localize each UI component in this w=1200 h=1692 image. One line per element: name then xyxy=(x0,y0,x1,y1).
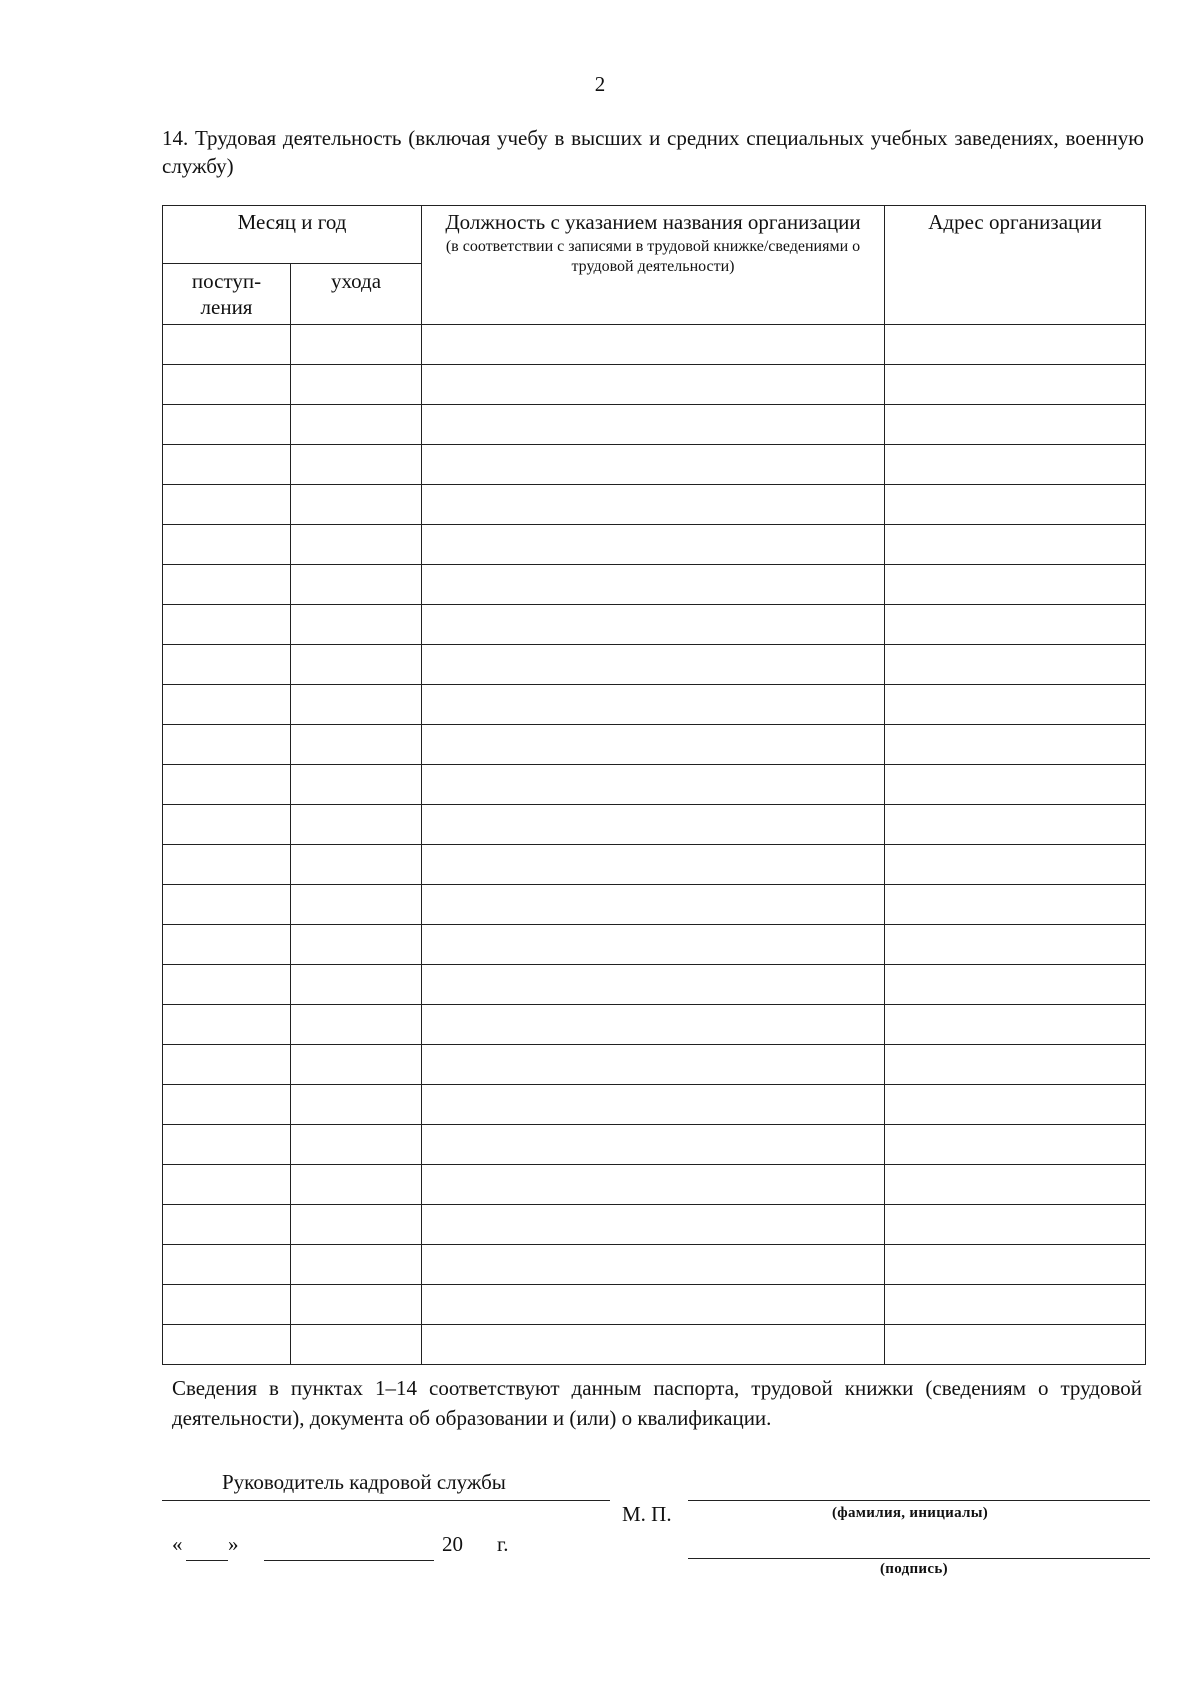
header-position-note: (в соответствии с записями в трудовой книжке/сведениями о трудовой деятельности) xyxy=(445,238,861,275)
exit-cell[interactable] xyxy=(291,765,422,805)
entry-cell[interactable] xyxy=(163,685,291,725)
entry-cell[interactable] xyxy=(163,1285,291,1325)
exit-cell[interactable] xyxy=(291,925,422,965)
table-row xyxy=(163,725,1146,765)
address-cell[interactable] xyxy=(885,965,1146,1005)
address-cell[interactable] xyxy=(885,805,1146,845)
table-row xyxy=(163,845,1146,885)
exit-cell[interactable] xyxy=(291,1045,422,1085)
employment-table-body xyxy=(163,325,1146,1365)
table-row xyxy=(163,1005,1146,1045)
attestation-text: Сведения в пунктах 1–14 соответствуют данным паспорта, трудовой книжки (сведениям о трудовой деятельности), документа об образовании и (или) о квалификации. xyxy=(172,1376,1142,1430)
date-month-line[interactable] xyxy=(264,1560,434,1561)
address-cell[interactable] xyxy=(885,1205,1146,1245)
address-cell[interactable] xyxy=(885,725,1146,765)
table-row xyxy=(163,1245,1146,1285)
exit-cell[interactable] xyxy=(291,805,422,845)
address-cell[interactable] xyxy=(885,485,1146,525)
exit-cell[interactable] xyxy=(291,405,422,445)
address-cell[interactable] xyxy=(885,365,1146,405)
table-row xyxy=(163,885,1146,925)
position-cell[interactable] xyxy=(422,605,885,645)
position-cell[interactable] xyxy=(422,765,885,805)
date-open-quote: « xyxy=(172,1532,183,1556)
position-cell[interactable] xyxy=(422,365,885,405)
address-cell[interactable] xyxy=(885,1165,1146,1205)
position-cell[interactable] xyxy=(422,1165,885,1205)
address-cell[interactable] xyxy=(885,765,1146,805)
exit-cell[interactable] xyxy=(291,725,422,765)
exit-cell[interactable] xyxy=(291,365,422,405)
position-cell[interactable] xyxy=(422,885,885,925)
table-row xyxy=(163,805,1146,845)
signature-line[interactable] xyxy=(688,1558,1150,1559)
position-cell[interactable] xyxy=(422,565,885,605)
table-row xyxy=(163,685,1146,725)
address-cell[interactable] xyxy=(885,1005,1146,1045)
exit-cell[interactable] xyxy=(291,565,422,605)
exit-cell[interactable] xyxy=(291,965,422,1005)
header-exit: ухода xyxy=(291,264,422,325)
table-row xyxy=(163,925,1146,965)
signature-caption: (подпись) xyxy=(880,1561,948,1577)
table-row xyxy=(163,1085,1146,1125)
year-suffix: г. xyxy=(497,1532,509,1556)
position-cell[interactable] xyxy=(422,725,885,765)
address-cell[interactable] xyxy=(885,1285,1146,1325)
address-cell[interactable] xyxy=(885,845,1146,885)
date-day-line[interactable] xyxy=(186,1560,228,1561)
position-cell[interactable] xyxy=(422,1085,885,1125)
employment-table xyxy=(162,205,1146,1365)
header-position-title: Должность с указанием названия организации xyxy=(445,210,861,234)
position-cell[interactable] xyxy=(422,1205,885,1245)
position-cell[interactable] xyxy=(422,925,885,965)
exit-cell[interactable] xyxy=(291,1285,422,1325)
entry-cell[interactable] xyxy=(163,1165,291,1205)
exit-cell[interactable] xyxy=(291,525,422,565)
exit-cell[interactable] xyxy=(291,1205,422,1245)
table-row xyxy=(163,765,1146,805)
position-cell[interactable] xyxy=(422,325,885,365)
address-cell[interactable] xyxy=(885,565,1146,605)
exit-cell[interactable] xyxy=(291,485,422,525)
exit-cell[interactable] xyxy=(291,1245,422,1285)
position-cell[interactable] xyxy=(422,485,885,525)
address-cell[interactable] xyxy=(885,1125,1146,1165)
year-prefix: 20 xyxy=(442,1532,463,1556)
address-cell[interactable] xyxy=(885,1245,1146,1285)
table-row xyxy=(163,1125,1146,1165)
table-row xyxy=(163,645,1146,685)
address-cell[interactable] xyxy=(885,525,1146,565)
exit-cell[interactable] xyxy=(291,1325,422,1365)
address-cell[interactable] xyxy=(885,445,1146,485)
entry-cell[interactable] xyxy=(163,1005,291,1045)
page-number: 2 xyxy=(594,72,606,96)
table-row xyxy=(163,965,1146,1005)
hr-head-line xyxy=(162,1500,610,1501)
entry-cell[interactable] xyxy=(163,965,291,1005)
address-cell[interactable] xyxy=(885,1045,1146,1085)
name-caption: (фамилия, инициалы) xyxy=(832,1505,989,1521)
entry-cell[interactable] xyxy=(163,1325,291,1365)
exit-cell[interactable] xyxy=(291,1005,422,1045)
address-cell[interactable] xyxy=(885,645,1146,685)
date-close-quote: » xyxy=(228,1532,239,1556)
address-cell[interactable] xyxy=(885,925,1146,965)
entry-cell[interactable] xyxy=(163,805,291,845)
entry-cell[interactable] xyxy=(163,645,291,685)
entry-cell[interactable] xyxy=(163,405,291,445)
exit-cell[interactable] xyxy=(291,445,422,485)
position-cell[interactable] xyxy=(422,1325,885,1365)
stamp-label: М. П. xyxy=(622,1502,672,1526)
section-heading: 14. Трудовая деятельность (включая учебу в высших и средних специальных учебных заведениях, военную службу) xyxy=(162,126,1144,178)
entry-cell[interactable] xyxy=(163,1205,291,1245)
entry-cell[interactable] xyxy=(163,885,291,925)
entry-cell[interactable] xyxy=(163,925,291,965)
exit-cell[interactable] xyxy=(291,325,422,365)
table-row xyxy=(163,405,1146,445)
entry-cell[interactable] xyxy=(163,525,291,565)
entry-cell[interactable] xyxy=(163,365,291,405)
header-entry: поступ- ления xyxy=(163,264,291,325)
exit-cell[interactable] xyxy=(291,1085,422,1125)
position-cell[interactable] xyxy=(422,1285,885,1325)
position-cell[interactable] xyxy=(422,805,885,845)
position-cell[interactable] xyxy=(422,1005,885,1045)
entry-cell[interactable] xyxy=(163,485,291,525)
table-row xyxy=(163,1165,1146,1205)
entry-cell[interactable] xyxy=(163,1085,291,1125)
position-cell[interactable] xyxy=(422,645,885,685)
position-cell[interactable] xyxy=(422,965,885,1005)
address-cell[interactable] xyxy=(885,1325,1146,1365)
position-cell[interactable] xyxy=(422,1125,885,1165)
header-month-year: Месяц и год xyxy=(163,206,422,264)
exit-cell[interactable] xyxy=(291,885,422,925)
table-row xyxy=(163,365,1146,405)
name-line[interactable] xyxy=(688,1500,1150,1501)
position-cell[interactable] xyxy=(422,685,885,725)
table-row xyxy=(163,1205,1146,1245)
position-cell[interactable] xyxy=(422,525,885,565)
exit-cell[interactable] xyxy=(291,1165,422,1205)
exit-cell[interactable] xyxy=(291,685,422,725)
address-cell[interactable] xyxy=(885,605,1146,645)
table-row xyxy=(163,605,1146,645)
table-row xyxy=(163,1045,1146,1085)
exit-cell[interactable] xyxy=(291,645,422,685)
table-row xyxy=(163,1325,1146,1365)
position-cell[interactable] xyxy=(422,1045,885,1085)
entry-cell[interactable] xyxy=(163,565,291,605)
address-cell[interactable] xyxy=(885,685,1146,725)
table-row xyxy=(163,445,1146,485)
entry-cell[interactable] xyxy=(163,325,291,365)
exit-cell[interactable] xyxy=(291,605,422,645)
table-row xyxy=(163,525,1146,565)
position-cell[interactable] xyxy=(422,445,885,485)
address-cell[interactable] xyxy=(885,325,1146,365)
table-row xyxy=(163,325,1146,365)
header-address: Адрес организации xyxy=(885,206,1146,325)
table-row xyxy=(163,485,1146,525)
entry-cell[interactable] xyxy=(163,1045,291,1085)
address-cell[interactable] xyxy=(885,885,1146,925)
entry-cell[interactable] xyxy=(163,1125,291,1165)
entry-cell[interactable] xyxy=(163,605,291,645)
position-cell[interactable] xyxy=(422,405,885,445)
entry-cell[interactable] xyxy=(163,845,291,885)
exit-cell[interactable] xyxy=(291,845,422,885)
table-row xyxy=(163,1285,1146,1325)
header-position xyxy=(422,206,885,325)
address-cell[interactable] xyxy=(885,1085,1146,1125)
entry-cell[interactable] xyxy=(163,765,291,805)
exit-cell[interactable] xyxy=(291,1125,422,1165)
address-cell[interactable] xyxy=(885,405,1146,445)
hr-head-label: Руководитель кадровой службы xyxy=(222,1470,506,1494)
position-cell[interactable] xyxy=(422,845,885,885)
entry-cell[interactable] xyxy=(163,445,291,485)
entry-cell[interactable] xyxy=(163,725,291,765)
position-cell[interactable] xyxy=(422,1245,885,1285)
table-row xyxy=(163,565,1146,605)
entry-cell[interactable] xyxy=(163,1245,291,1285)
